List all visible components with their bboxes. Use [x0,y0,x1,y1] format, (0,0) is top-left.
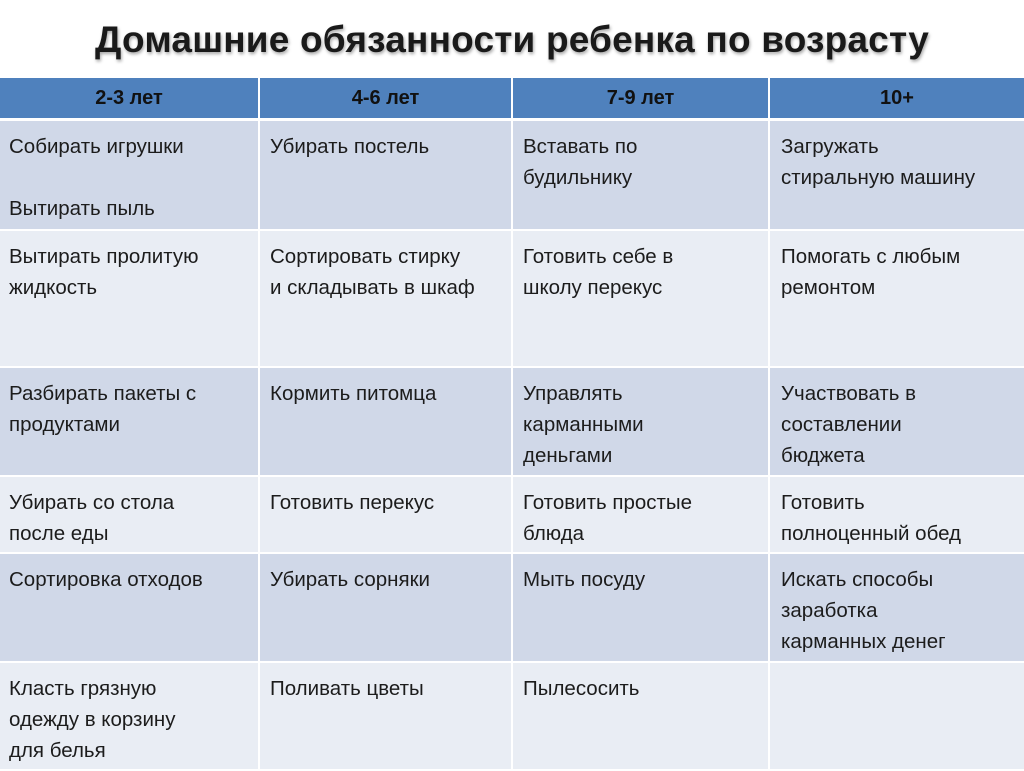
table-cell [512,553,769,662]
cell-text: Мыть посуду [523,567,646,591]
table-cell [512,367,769,476]
table-cell [769,120,1024,230]
cell-text: Сортировка отходов [9,567,203,591]
table-cell [0,367,259,476]
table-cell [0,120,259,230]
cell-text: Готовить перекус [270,490,435,514]
cell-text: Кормить питомца [270,381,437,405]
table-cell [259,230,512,367]
cell-text: жидкость [9,275,98,299]
cell-text: карманными [523,412,644,436]
table-header-row [0,78,1024,120]
column-header-2-3: 2-3 лет [0,78,259,120]
cell-text: Разбирать пакеты с [9,381,197,405]
table-cell [512,476,769,553]
table-cell [259,662,512,770]
cell-text: составлении [781,412,902,436]
cell-text: Класть грязную [9,676,157,700]
table-cell [512,230,769,367]
cell-text: для белья [9,738,106,762]
table-cell [0,553,259,662]
cell-text: школу перекус [523,275,663,299]
cell-text: деньгами [523,443,613,467]
cell-text: карманных денег [781,629,946,653]
table-cell [512,662,769,770]
cell-text: Помогать с любым [781,244,961,268]
cell-text: Вставать по [523,135,638,158]
cell-text: и складывать в шкаф [270,275,475,299]
cell-text: Убирать со стола [9,490,175,514]
cell-text: Искать способы [781,567,934,591]
cell-text: Собирать игрушки [9,135,184,158]
table-cell [0,662,259,770]
cell-text: Вытирать пролитую [9,244,199,268]
table-cell [0,230,259,367]
cell-text: Убирать постель [270,135,430,158]
table-cell [769,230,1024,367]
table-cell [259,553,512,662]
table-row [0,120,1024,230]
cell-text: одежду в корзину [9,707,176,731]
cell-text: Готовить простые [523,490,693,514]
table-cell [259,120,512,230]
table-cell [512,120,769,230]
column-header-4-6: 4-6 лет [259,78,512,120]
table-row [0,476,1024,553]
cell-text: Участвовать в [781,381,917,405]
cell-text: бюджета [781,443,865,467]
cell-text: Вытирать пыль [9,197,155,220]
cell-text: ремонтом [781,275,876,299]
cell-text: блюда [523,521,585,545]
table-cell [0,476,259,553]
cell-text: Пылесосить [523,676,640,700]
cell-text: заработка [781,598,878,622]
table-cell [769,367,1024,476]
table-cell-empty [769,662,1024,770]
table-cell [769,553,1024,662]
table-cell [259,367,512,476]
chores-table [0,78,1024,771]
cell-text: будильнику [523,166,633,189]
table-row [0,553,1024,662]
cell-text: Управлять [523,381,623,405]
cell-text: полноценный обед [781,521,961,545]
table-row [0,662,1024,770]
table-cell [259,476,512,553]
page-title: Домашние обязанности ребенка по возрасту [95,19,929,60]
cell-text: продуктами [9,412,120,436]
table-row [0,367,1024,476]
cell-text: Готовить себе в [523,244,674,268]
cell-text: стиральную машину [781,166,976,189]
cell-text: Поливать цветы [270,676,424,700]
cell-text: Загружать [781,135,879,158]
table-row [0,230,1024,367]
cell-text: Убирать сорняки [270,567,431,591]
cell-text: Сортировать стирку [270,244,461,268]
column-header-7-9: 7-9 лет [512,78,769,120]
cell-text: после еды [9,521,109,545]
cell-text: Готовить [781,490,865,514]
table-cell [769,476,1024,553]
column-header-10-plus: 10+ [769,78,1024,120]
